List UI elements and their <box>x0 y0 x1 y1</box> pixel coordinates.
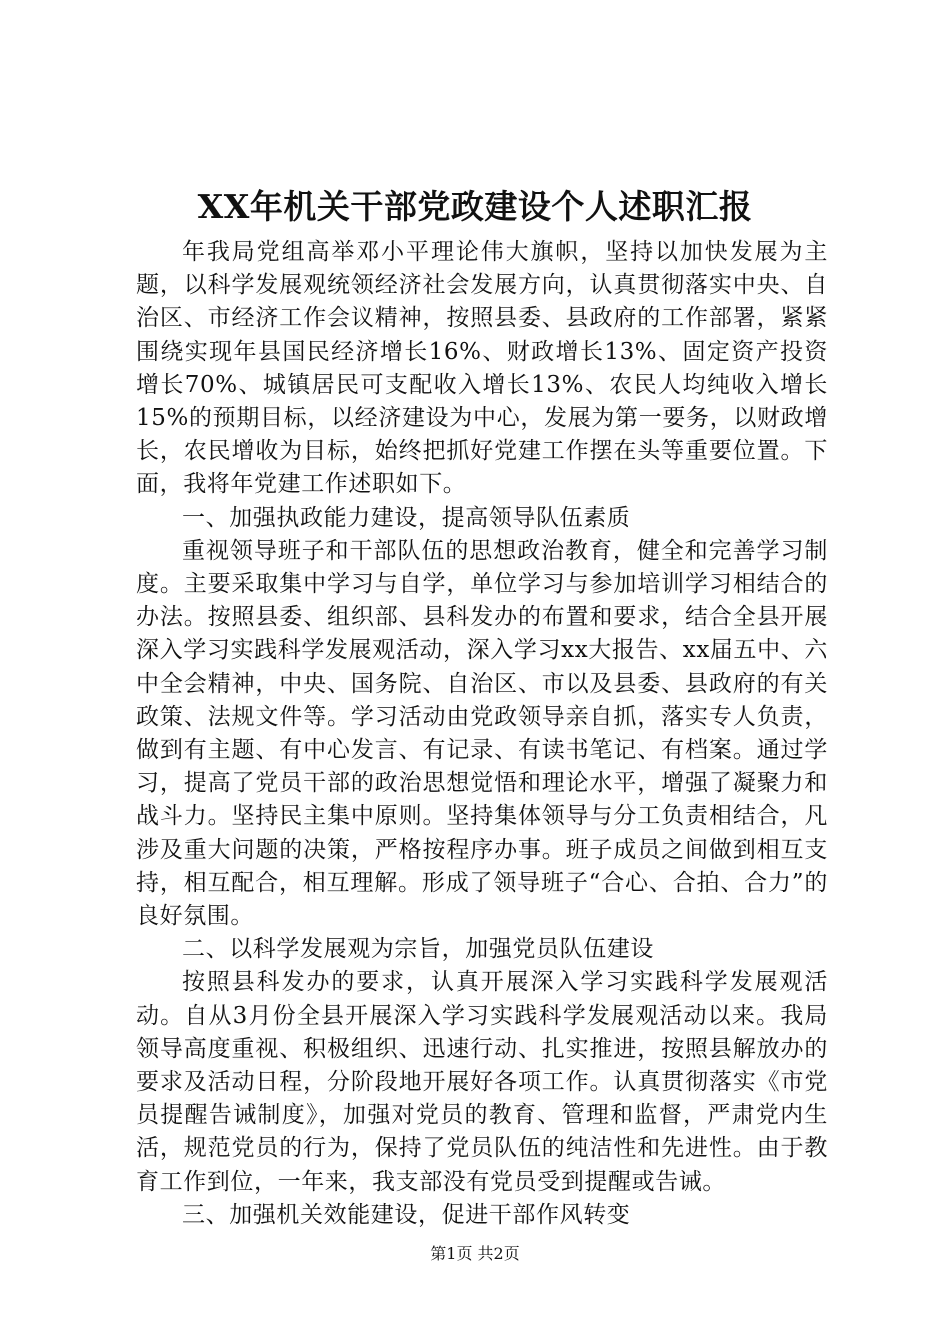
section-heading-3: 三、加强机关效能建设，促进干部作风转变 <box>182 1201 631 1228</box>
section-heading-1: 一、加强执政能力建设，提高领导队伍素质 <box>182 504 631 531</box>
paragraph-intro: 年我局党组高举邓小平理论伟大旗帜，坚持以加快发展为主题，以科学发展观统领经济社会发展方向，认真贯彻落实中央、自治区、市经济工作会议精神，按照县委、县政府的工作部署，紧紧围绕实现年县国民经济增长16%、财政增长13%、固定资产投资增长70%、城镇居民可支配收入增长13%、农民人均纯收入增长15%的预期目标，以经济建设为中心，发展为第一要务，以财政增长，农民增收为目标，始终把抓好党建工作摆在头等重要位置。下面，我将年党建工作述职如下。 <box>136 239 828 498</box>
page-number-footer: 第1页 共2页 <box>430 1244 520 1263</box>
document-title: XX年机关干部党政建设个人述职汇报 <box>197 187 753 226</box>
section-heading-2: 二、以科学发展观为宗旨，加强党员队伍建设 <box>182 936 654 963</box>
paragraph-section-2: 按照县科发办的要求，认真开展深入学习实践科学发展观活动。自从3月份全县开展深入学习实践科学发展观活动以来。我局领导高度重视、积极组织、迅速行动、扎实推进，按照县解放办的要求及活动日程，分阶段地开展好各项工作。认真贯彻落实《市党员提醒告诫制度》，加强对党员的教育、管理和监督，严肃党内生活，规范党员的行为，保持了党员队伍的纯洁性和先进性。由于教育工作到位，一年来，我支部没有党员受到提醒或告诫。 <box>136 969 828 1195</box>
document-body <box>136 236 828 1232</box>
paragraph-section-1: 重视领导班子和干部队伍的思想政治教育，健全和完善学习制度。主要采取集中学习与自学，单位学习与参加培训学习相结合的办法。按照县委、组织部、县科发办的布置和要求，结合全县开展深入学习实践科学发展观活动，深入学习xx大报告、xx届五中、六中全会精神，中央、国务院、自治区、市以及县委、县政府的有关政策、法规文件等。学习活动由党政领导亲自抓，落实专人负责，做到有主题、有中心发言、有记录、有读书笔记、有档案。通过学习，提高了党员干部的政治思想觉悟和理论水平，增强了凝聚力和战斗力。坚持民主集中原则。坚持集体领导与分工负责相结合，凡涉及重大问题的决策，严格按程序办事。班子成员之间做到相互支持，相互配合，相互理解。形成了领导班子“合心、合拍、合力”的良好氛围。 <box>136 537 828 930</box>
